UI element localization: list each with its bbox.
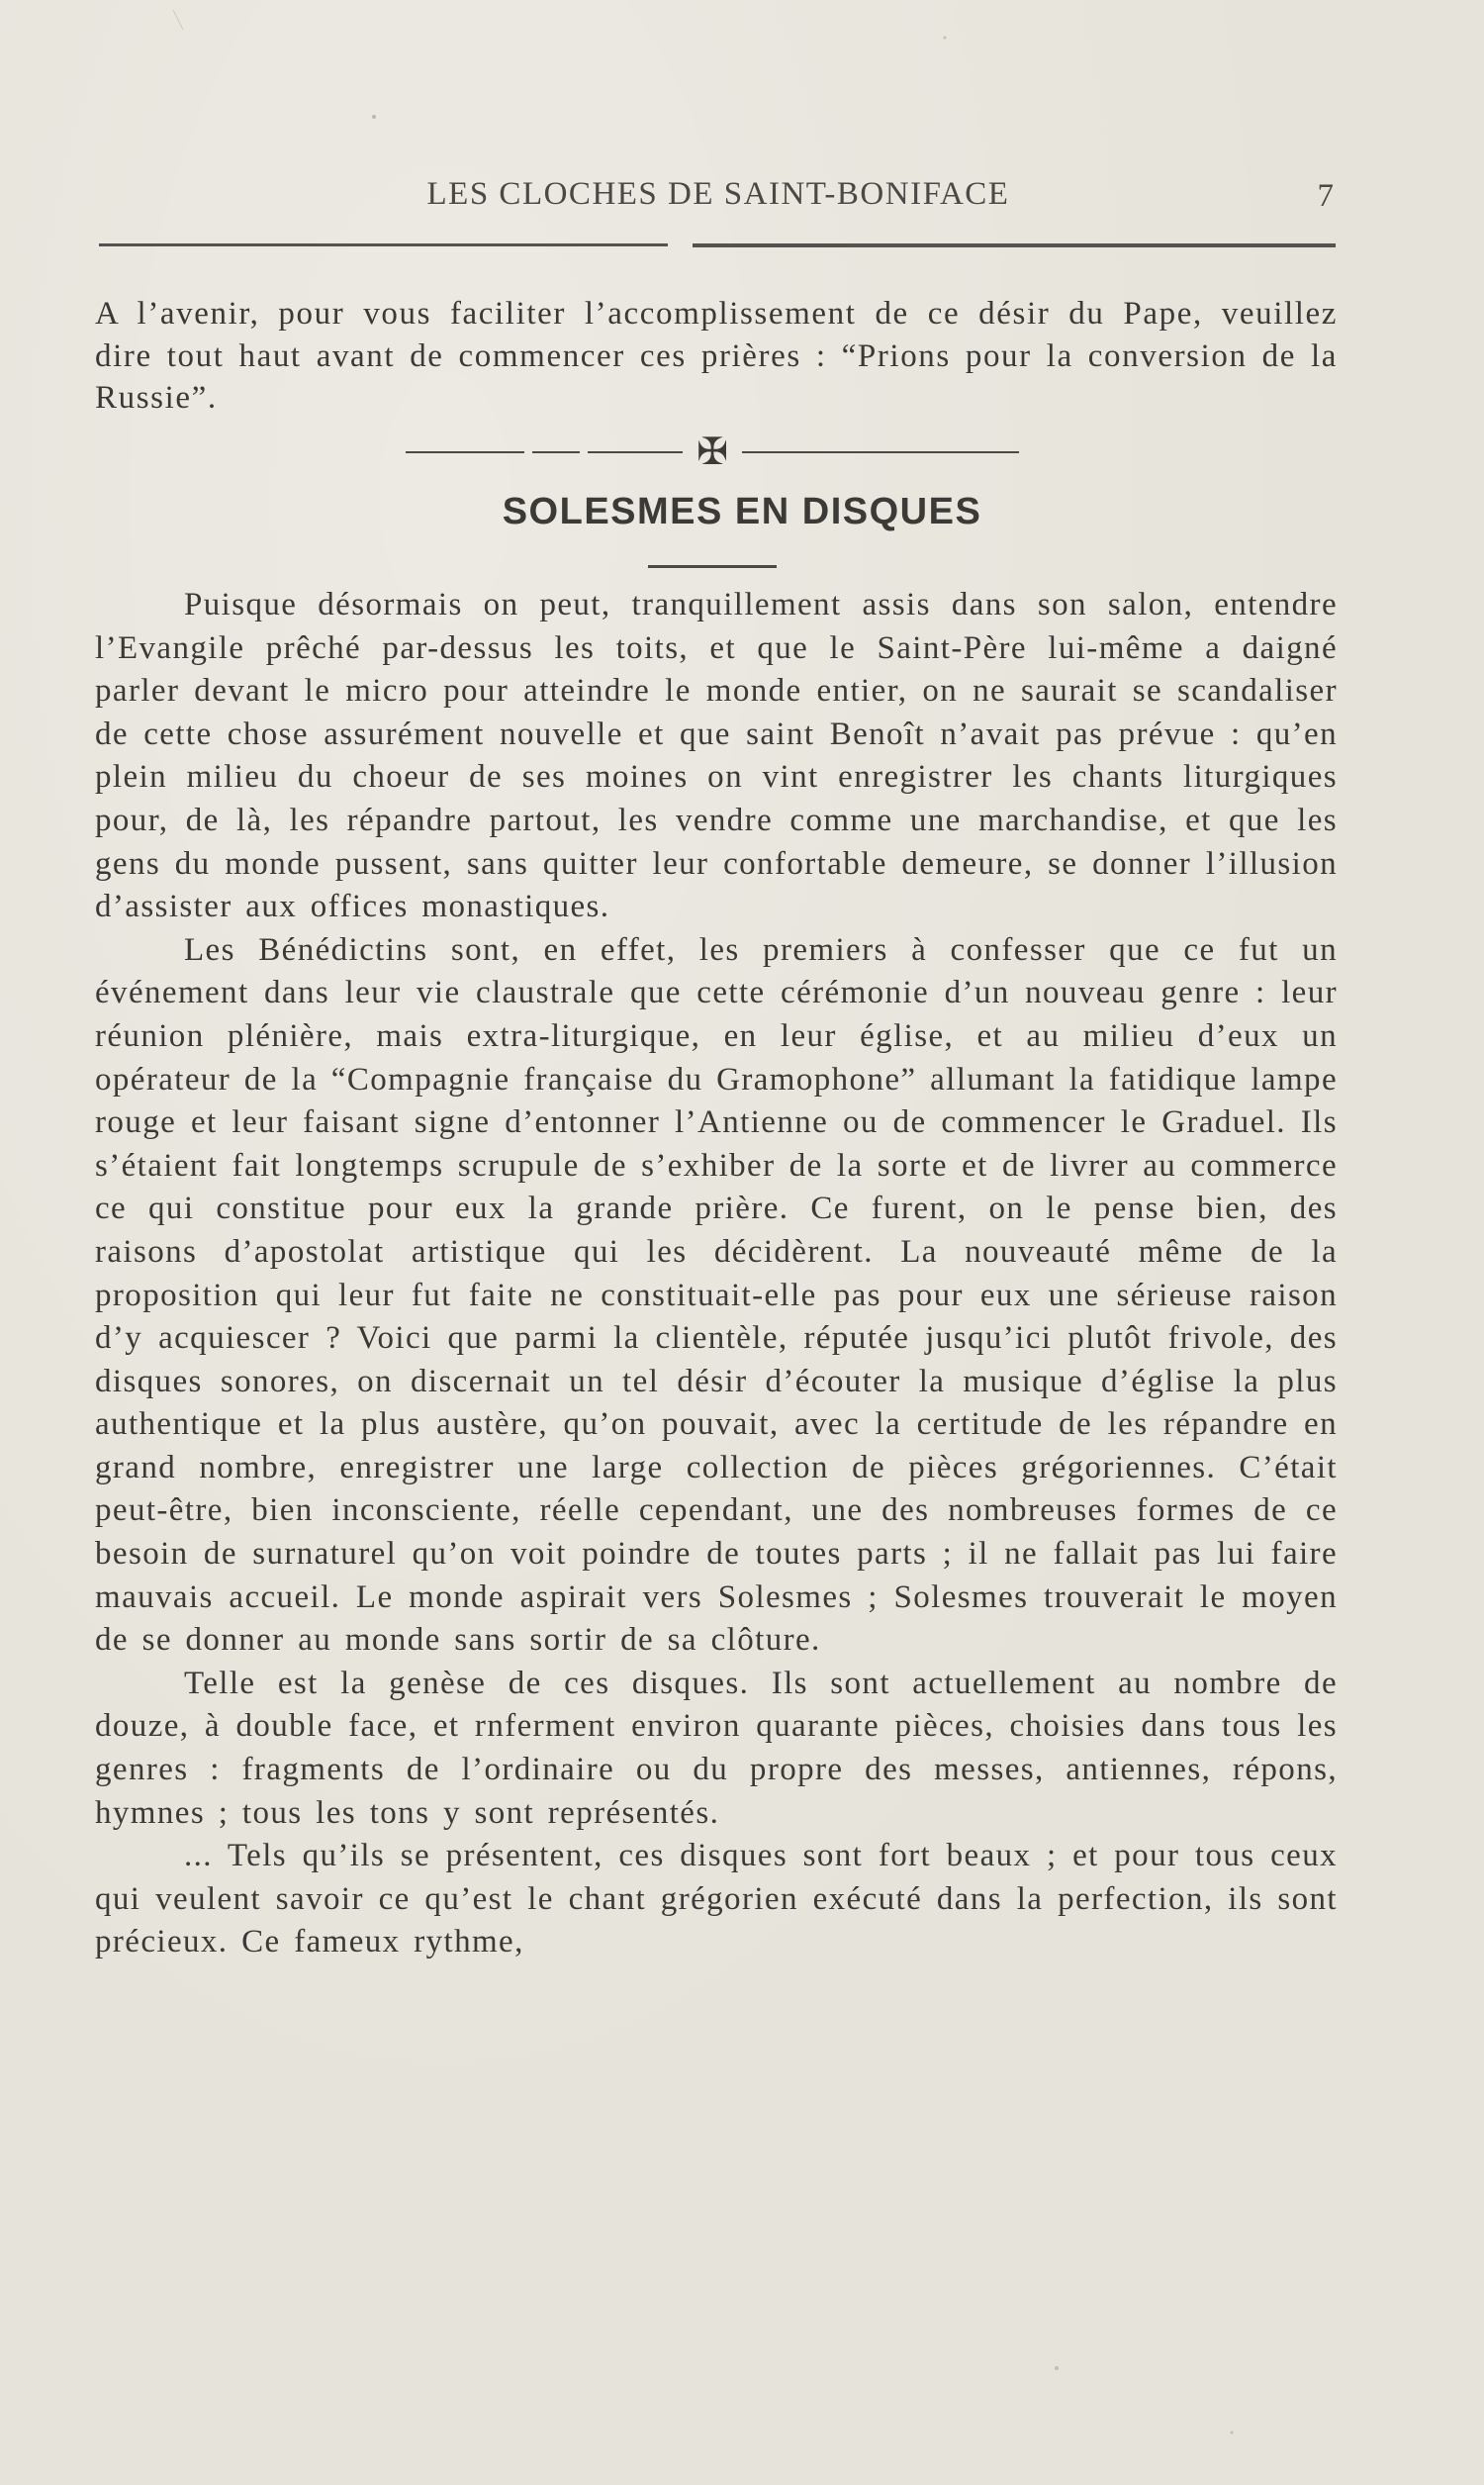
paragraph: ... Tels qu’ils se présentent, ces disques sont fort beaux ; et pour tous ceux qui veulent savoir ce qu’est le chant grégorien exécuté dans la perfection, ils sont précieux. Ce fameux rythme, [95,1838,1338,1960]
paragraph: Les Bénédictins sont, en effet, les premiers à confesser que ce fut un événement dans leur vie claustrale que cette cérémonie d’un nouveau genre : leur réunion plénière, mais extra-liturgique, en leur église, et au milieu d’eux un opérateur de la “Compagnie française du Gramophone” allumant la fatidique lampe rouge et leur faisant signe d’entonner l’Antienne ou de commencer le Graduel. Ils s’étaient fait longtemps scrupule de s’exhiber de la sorte et de livrer au commerce ce qui constitue pour eux la grande prière. Ce furent, on le pense bien, des raisons d’apostolat artistique qui les décidèrent. La nouveauté même de la proposition qui leur fut faite ne constituait-elle pas pour eux une sérieuse raison d’y acquiescer ? Voici que parmi la clientèle, réputée jusqu’ici plutôt frivole, des disques sonores, on discernait un tel désir d’écouter la musique d’église la plus authentique et la plus austère, qu’on pouvait, avec la certitude de les répandre en grand nombre, enregistrer une large collection de pièces grégoriennes. C’était peut-être, bien inconsciente, réelle cependant, une des nombreuses formes de ce besoin de surnaturel qu’on voit poindre de toutes parts ; il ne fallait pas lui faire mauvais accueil. Le monde aspirait vers Solesmes ; Solesmes trouverait le moyen de se donner au monde sans sortir de sa clôture. [95,931,1338,1659]
maltese-cross-icon: ✠ [696,430,728,473]
header-rule-right [693,243,1336,247]
section-title: SOLESMES EN DISQUES [502,491,982,532]
section-ornament [406,430,1019,473]
running-header [95,176,1342,216]
header-rule-left [99,243,668,246]
running-title: LES CLOCHES DE SAINT-BONIFACE [426,176,1010,212]
title-underline [648,565,777,568]
page-number: 7 [1317,178,1334,214]
ornament-rule [406,451,524,453]
ornament-rule [532,451,580,453]
ornament-rule [742,451,1019,453]
ornament-rule [588,451,683,453]
intro-paragraph: A l’avenir, pour vous faciliter l’accomplissement de ce désir du Pape, veuillez dire tout haut avant de commencer ces prières : “Prions pour la conversion de la Russie”. [95,296,1338,416]
paragraph: Telle est la genèse de ces disques. Ils sont actuellement au nombre de douze, à double face, et rnferment environ quarante pièces, choisies dans tous les genres : fragments de l’ordinaire ou du propre des messes, antiennes, répons, hymnes ; tous les tons y sont représentés. [95,1665,1338,1831]
paragraph: Puisque désormais on peut, tranquillement assis dans son salon, entendre l’Evangile prêché par-dessus les toits, et que le Saint-Père lui-même a daigné parler devant le micro pour atteindre le monde entier, on ne saurait se scandaliser de cette chose assurément nouvelle et que saint Benoît n’avait pas prévue : qu’en plein milieu du choeur de ses moines on vint enregistrer les chants liturgiques pour, de là, les répandre partout, les vendre comme une marchandise, et que les gens du monde pussent, sans quitter leur confortable demeure, se donner l’illusion d’assister aux offices monastiques. [95,587,1338,925]
article-body [95,584,1338,1964]
